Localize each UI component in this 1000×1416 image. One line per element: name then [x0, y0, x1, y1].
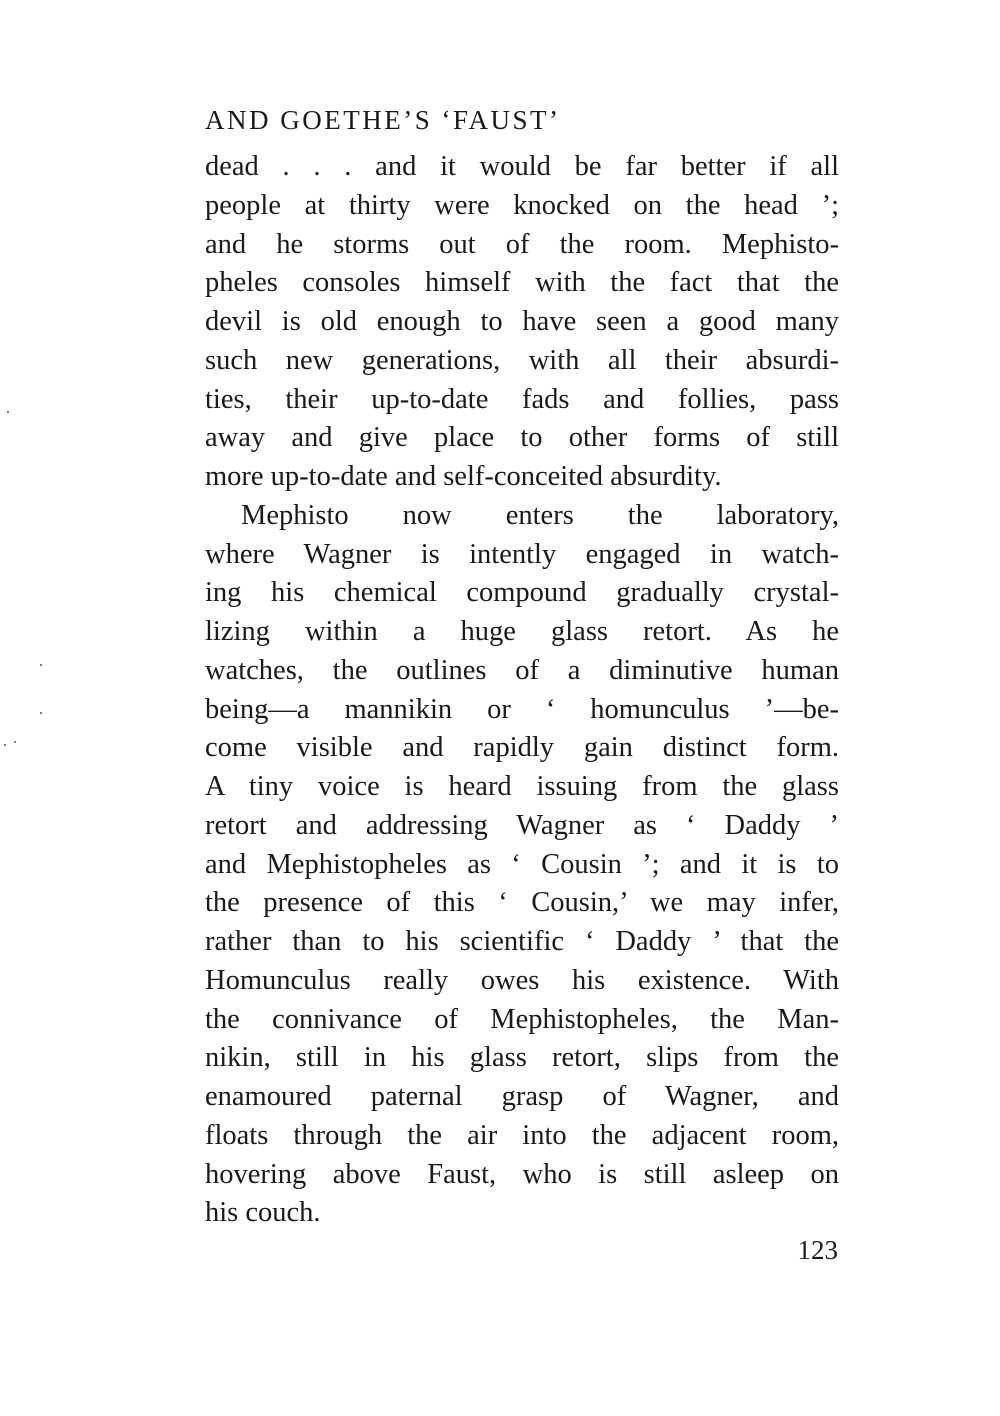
text-line: and he storms out of the room. Mephisto-: [205, 228, 839, 260]
text-line: pheles consoles himself with the fact that the: [205, 267, 839, 299]
text-line: away and give place to other forms of still: [205, 422, 839, 454]
text-line: the presence of this ‘ Cousin,’ we may infer,: [205, 887, 839, 919]
text-line: devil is old enough to have seen a good many: [205, 306, 839, 337]
scan-speck: [4, 744, 6, 746]
text-line: people at thirty were knocked on the head ’;: [205, 189, 839, 221]
running-head: AND GOETHE’S ‘FAUST’: [205, 105, 561, 135]
text-line: more up-to-date and self-conceited absurdity.: [205, 461, 722, 492]
text-line: such new generations, with all their absurdi-: [205, 344, 839, 376]
paragraph-start-line: Mephisto now enters the laboratory,: [241, 499, 839, 531]
text-line: come visible and rapidly gain distinct form.: [205, 732, 839, 764]
text-line: hovering above Faust, who is still asleep on: [205, 1158, 839, 1190]
text-line: being—a mannikin or ‘ homunculus ’—be-: [205, 693, 839, 725]
text-line: his couch.: [205, 1197, 321, 1229]
scan-speck: [40, 664, 42, 666]
text-line: the connivance of Mephistopheles, the Man-: [205, 1003, 839, 1035]
text-line: ties, their up-to-date fads and follies, pass: [205, 383, 839, 415]
text-line: rather than to his scientific ‘ Daddy ’ that the: [205, 926, 839, 957]
scan-speck: [14, 741, 16, 743]
text-line: where Wagner is intently engaged in watch-: [205, 538, 839, 570]
body-text: [205, 148, 839, 1233]
text-line: and Mephistopheles as ‘ Cousin ’; and it is to: [205, 848, 839, 880]
text-line: lizing within a huge glass retort. As he: [205, 616, 839, 647]
page-number: 123: [797, 1235, 838, 1265]
text-line: ing his chemical compound gradually crystal-: [205, 577, 839, 609]
text-line: A tiny voice is heard issuing from the glass: [205, 771, 839, 802]
text-line: Homunculus really owes his existence. With: [205, 964, 839, 996]
scan-speck: [40, 712, 42, 714]
text-line: floats through the air into the adjacent room,: [205, 1119, 839, 1151]
text-line: nikin, still in his glass retort, slips from the: [205, 1042, 839, 1074]
text-line: watches, the outlines of a diminutive human: [205, 654, 839, 686]
text-line: retort and addressing Wagner as ‘ Daddy ’: [205, 809, 839, 841]
text-line: enamoured paternal grasp of Wagner, and: [205, 1081, 839, 1112]
text-line: dead . . . and it would be far better if all: [205, 151, 839, 182]
scan-speck: [7, 411, 9, 413]
